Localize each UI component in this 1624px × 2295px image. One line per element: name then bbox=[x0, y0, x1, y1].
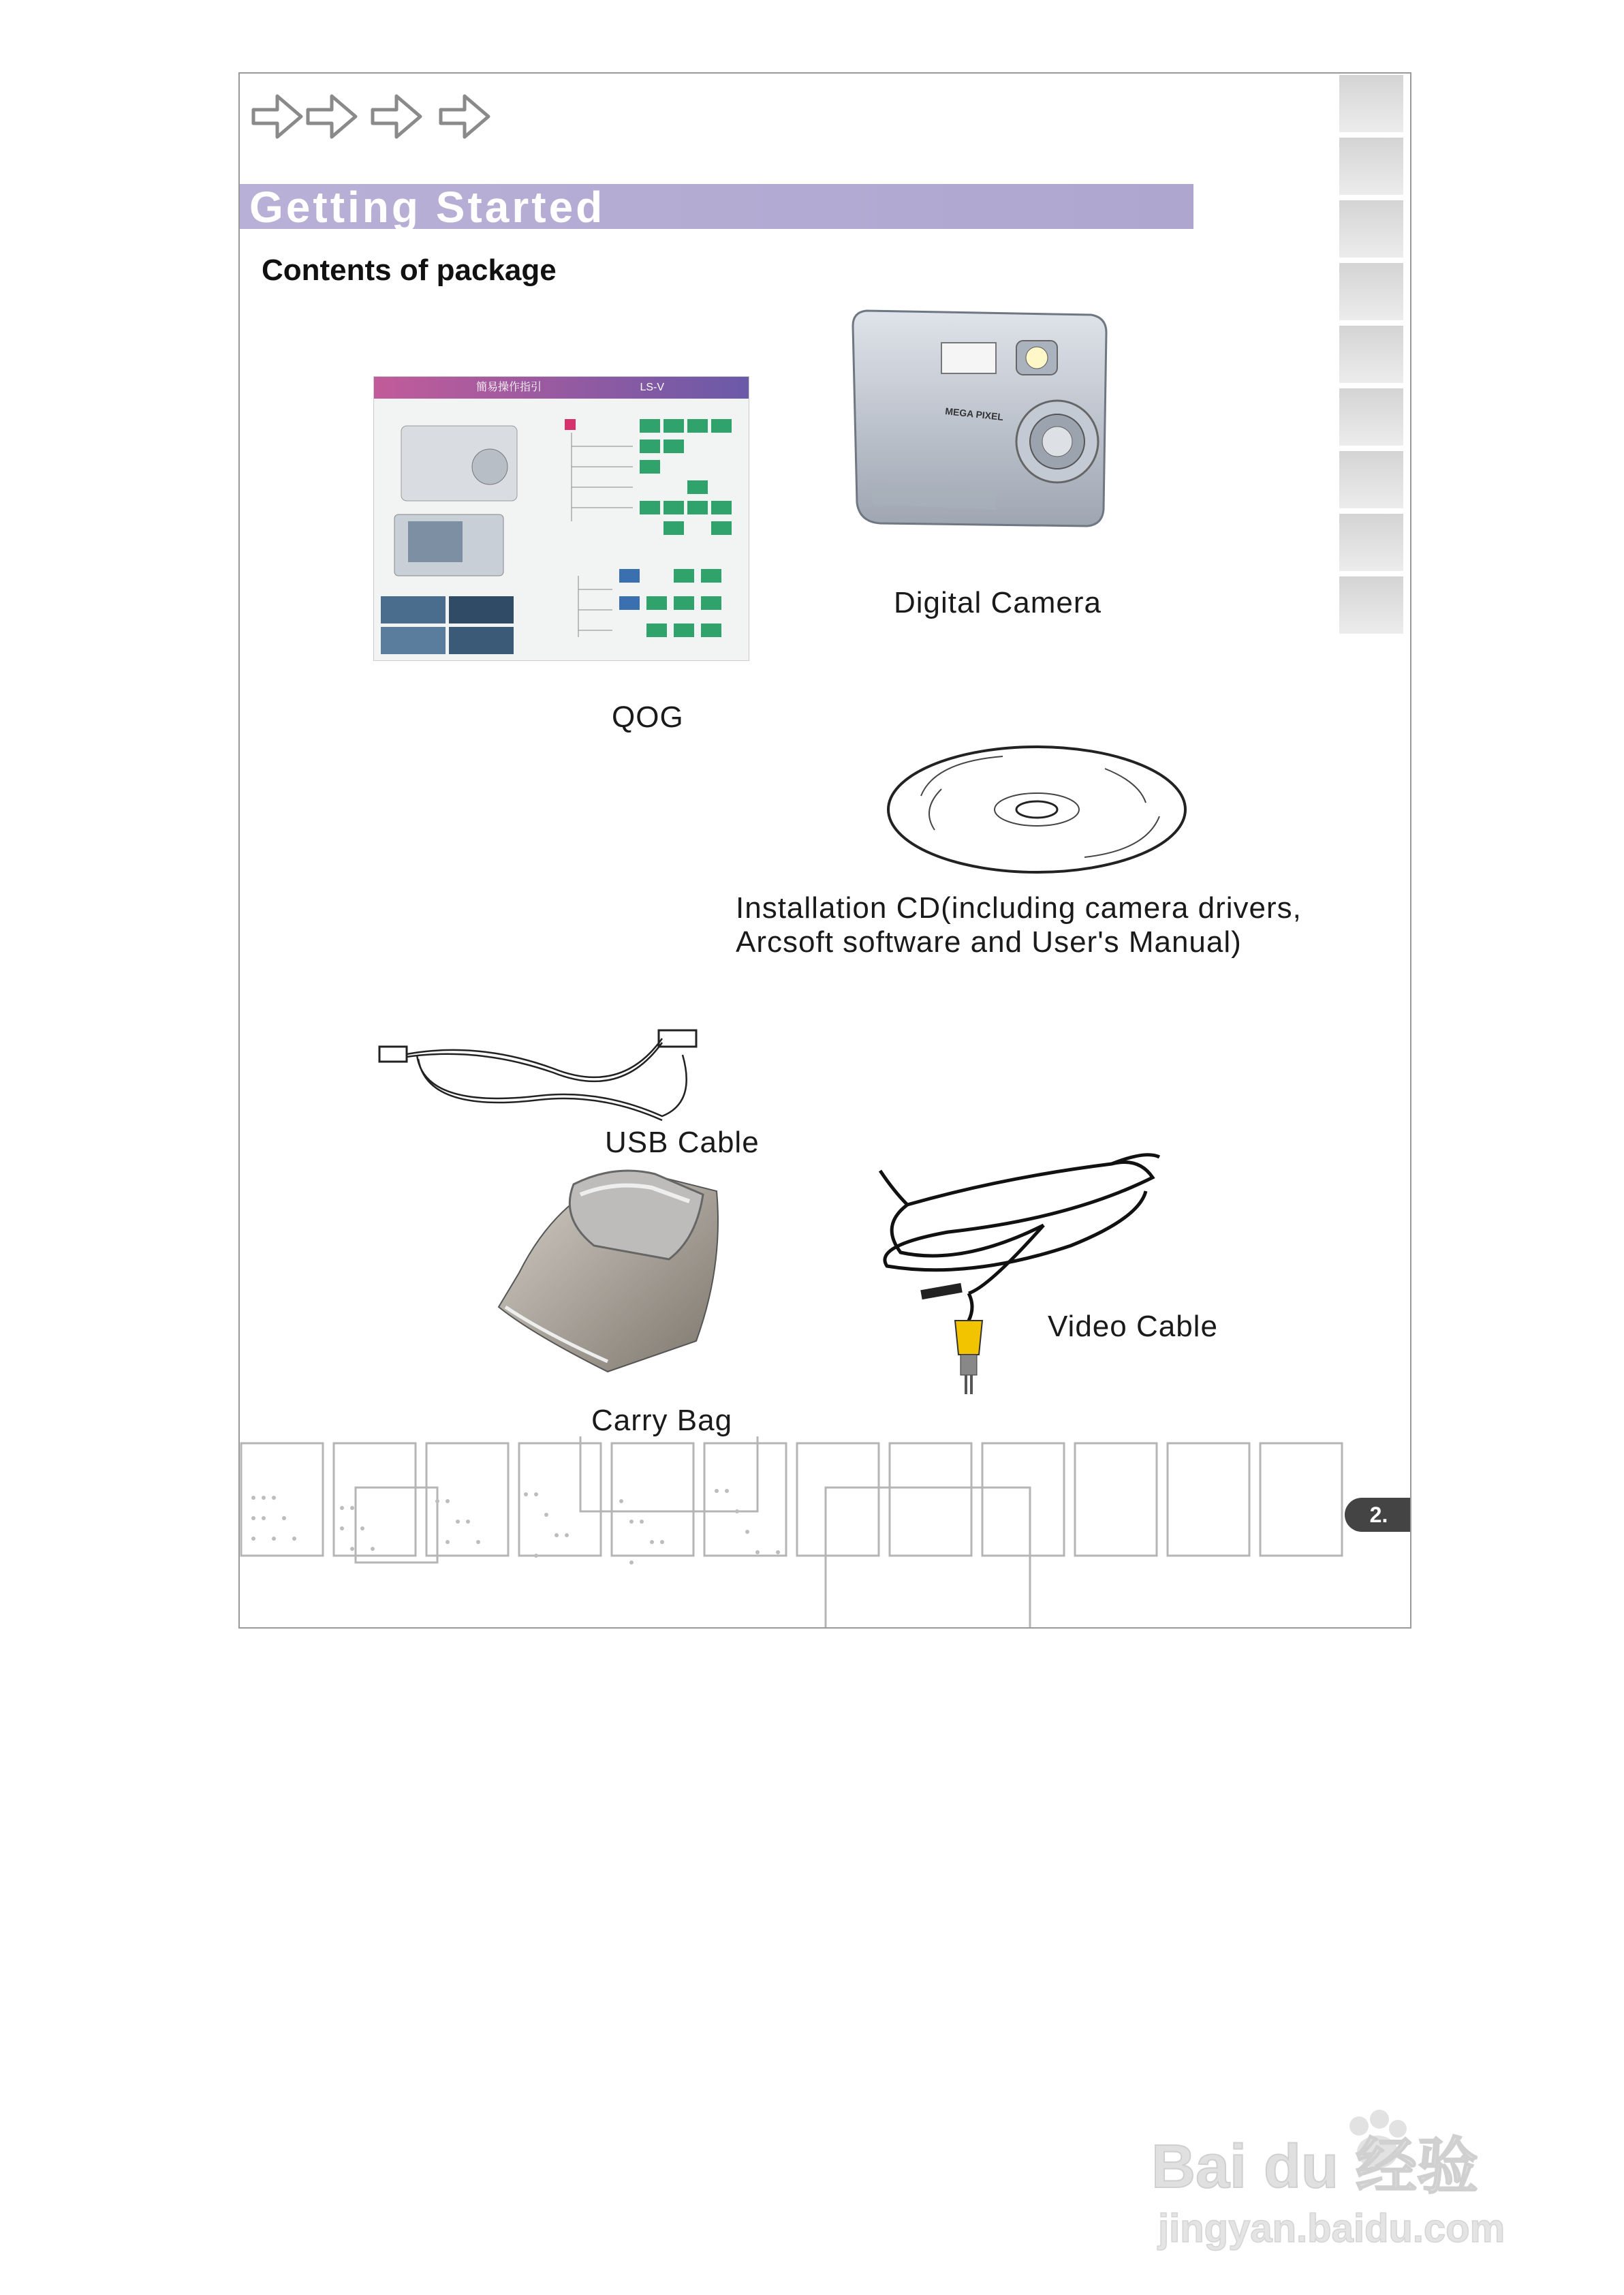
usb-cable-image bbox=[376, 1014, 717, 1123]
baidu-watermark bbox=[1144, 2099, 1567, 2262]
arrow-decoration-icons bbox=[247, 79, 505, 154]
side-tab bbox=[1339, 263, 1403, 320]
installation-cd-image bbox=[880, 741, 1193, 884]
qog-model-text: LS-V bbox=[640, 382, 665, 393]
carry-bag-image bbox=[492, 1164, 744, 1375]
side-tab bbox=[1339, 326, 1403, 383]
digital-camera-label: Digital Camera bbox=[894, 586, 1102, 619]
carry-bag-label: Carry Bag bbox=[591, 1404, 733, 1437]
side-tab bbox=[1339, 388, 1403, 446]
manual-page bbox=[238, 72, 1411, 1629]
side-tab bbox=[1339, 451, 1403, 508]
side-tab bbox=[1339, 75, 1403, 132]
usb-cable-label: USB Cable bbox=[605, 1126, 760, 1159]
qog-label: QOG bbox=[612, 700, 684, 734]
camera-brand-text: MEGA PIXEL bbox=[944, 405, 1004, 422]
side-tab-strip bbox=[1339, 75, 1406, 639]
video-cable-image bbox=[866, 1150, 1166, 1409]
qog-header-text: 簡易操作指引 bbox=[476, 382, 542, 393]
qog-header bbox=[374, 377, 749, 399]
installation-cd-line1: Installation CD(including camera drivers, bbox=[736, 891, 1302, 925]
side-tab bbox=[1339, 200, 1403, 258]
watermark-url: jingyan.baidu.com bbox=[1158, 2206, 1505, 2251]
page-number-badge: 2. bbox=[1345, 1498, 1411, 1532]
qog-content-illustration bbox=[374, 399, 749, 660]
side-tab bbox=[1339, 514, 1403, 571]
contents-heading: Contents of package bbox=[262, 253, 557, 287]
section-title-bar bbox=[240, 183, 1193, 232]
watermark-brand: Bai du 经验 bbox=[1151, 2133, 1479, 2201]
qog-image bbox=[373, 376, 749, 661]
installation-cd-label bbox=[736, 891, 1302, 959]
side-tab bbox=[1339, 576, 1403, 634]
digital-camera-image bbox=[839, 305, 1112, 537]
video-cable-label: Video Cable bbox=[1048, 1310, 1218, 1343]
bottom-grid-decoration bbox=[240, 1436, 1411, 1629]
side-tab bbox=[1339, 138, 1403, 195]
section-title: Getting Started bbox=[249, 183, 606, 232]
installation-cd-line2: Arcsoft software and User's Manual) bbox=[736, 925, 1242, 959]
